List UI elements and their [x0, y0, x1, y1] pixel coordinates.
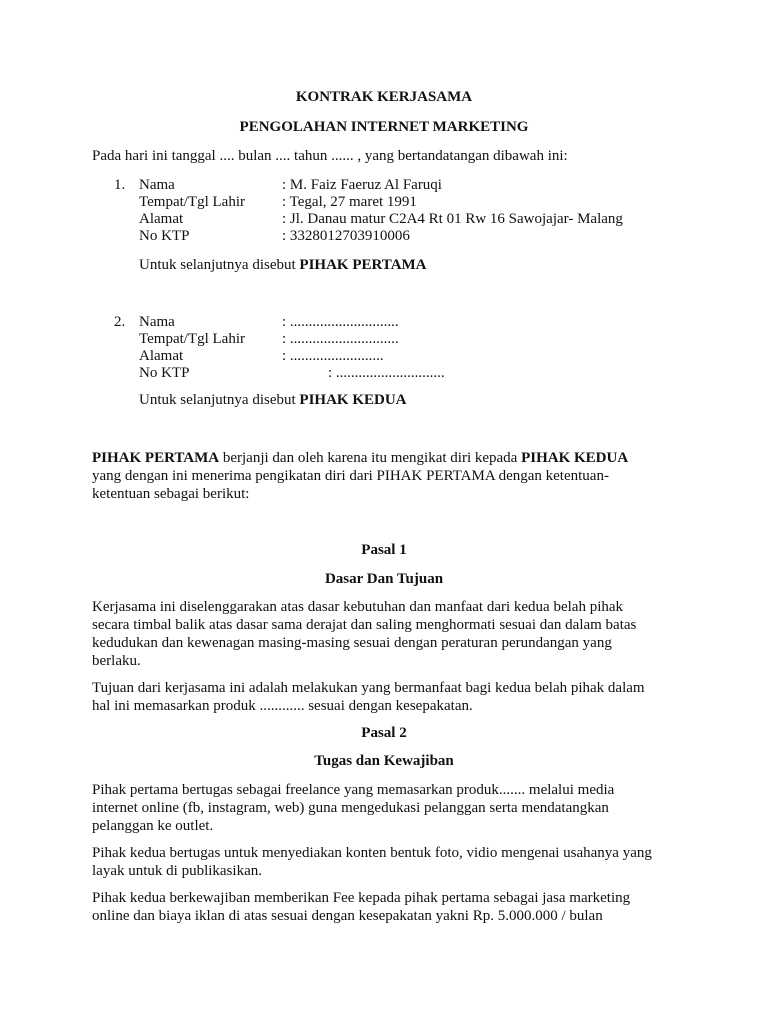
agreement-party1-name: PIHAK PERTAMA — [92, 450, 220, 466]
party2-label-ktp: No KTP — [139, 365, 190, 381]
party2-designation — [139, 391, 407, 409]
party2-label-nama: Nama — [139, 314, 175, 330]
party1-designation-prefix: Untuk selanjutnya disebut — [139, 257, 300, 273]
pasal2-para3-line: Pihak kedua berkewajiban memberikan Fee kepada pihak pertama sebagai jasa marketing — [92, 890, 631, 906]
pasal2-para2-line: Pihak kedua bertugas untuk menyediakan konten bentuk foto, vidio mengenai usahanya yang — [92, 845, 652, 861]
agreement-party2-name: PIHAK KEDUA — [521, 450, 629, 466]
opening-line: Pada hari ini tanggal .... bulan .... tahun ...... , yang bertandatangan dibawah ini: — [92, 148, 568, 164]
party1-label-ttl: Tempat/Tgl Lahir — [139, 194, 245, 210]
document-title: KONTRAK KERJASAMA — [295, 89, 473, 105]
party2-designation-name: PIHAK KEDUA — [299, 392, 407, 408]
pasal2-heading: Pasal 2 — [361, 725, 407, 741]
pasal1-para1-line: berlaku. — [92, 653, 141, 669]
party2-label-ttl: Tempat/Tgl Lahir — [139, 331, 245, 347]
party2-value-nama: : ............................. — [282, 314, 399, 330]
pasal2-para1-line: Pihak pertama bertugas sebagai freelance yang memasarkan produk....... melalui media — [92, 782, 615, 798]
party1-value-nama: : M. Faiz Faeruz Al Faruqi — [282, 177, 442, 193]
party1-number: 1. — [114, 177, 126, 193]
agreement-line-3: ketentuan sebagai berikut: — [92, 486, 250, 502]
party2-number: 2. — [114, 314, 126, 330]
party1-value-ktp: : 3328012703910006 — [282, 228, 410, 244]
pasal2-para1-line: pelanggan ke outlet. — [92, 818, 214, 834]
agreement-line-2: yang dengan ini menerima pengikatan diri dari PIHAK PERTAMA dengan ketentuan- — [92, 468, 609, 484]
document-subtitle: PENGOLAHAN INTERNET MARKETING — [239, 119, 529, 135]
party1-label-ktp: No KTP — [139, 228, 190, 244]
pasal1-title: Dasar Dan Tujuan — [324, 571, 444, 587]
pasal1-para1-line: kedudukan dan kewenagan masing-masing sesuai dengan peraturan perundangan yang — [92, 635, 612, 651]
party2-label-alamat: Alamat — [139, 348, 184, 364]
party1-designation — [139, 256, 427, 274]
pasal1-para1-line: Kerjasama ini diselenggarakan atas dasar kebutuhan dan manfaat dari kedua belah pihak — [92, 599, 624, 615]
party2-value-ttl: : ............................. — [282, 331, 399, 347]
agreement-line-1 — [92, 449, 628, 467]
party1-label-nama: Nama — [139, 177, 175, 193]
pasal1-para1-line: secara timbal balik atas dasar sama derajat dan saling menghormati sesuai dan dalam batas — [92, 617, 637, 633]
party1-label-alamat: Alamat — [139, 211, 184, 227]
pasal1-heading: Pasal 1 — [361, 542, 407, 558]
party2-designation-prefix: Untuk selanjutnya disebut — [139, 392, 300, 408]
party1-designation-name: PIHAK PERTAMA — [299, 257, 427, 273]
pasal2-para1-line: internet online (fb, instagram, web) guna mengedukasi pelanggan serta mendatangkan — [92, 800, 609, 816]
party2-value-ktp: : ............................. — [328, 365, 445, 381]
party1-value-alamat: : Jl. Danau matur C2A4 Rt 01 Rw 16 Sawojajar- Malang — [282, 211, 623, 227]
pasal2-para3-line: online dan biaya iklan di atas sesuai dengan kesepakatan yakni Rp. 5.000.000 / bulan — [92, 908, 603, 924]
party2-value-alamat: : ......................... — [282, 348, 384, 364]
pasal1-para2-line: Tujuan dari kerjasama ini adalah melakukan yang bermanfaat bagi kedua belah pihak dalam — [92, 680, 645, 696]
party1-value-ttl: : Tegal, 27 maret 1991 — [282, 194, 417, 210]
pasal2-para2-line: layak untuk di publikasikan. — [92, 863, 262, 879]
pasal1-para2-line: hal ini memasarkan produk ............ sesuai dengan kesepakatan. — [92, 698, 473, 714]
agreement-text: berjanji dan oleh karena itu mengikat diri kepada — [219, 450, 522, 466]
pasal2-title: Tugas dan Kewajiban — [314, 753, 454, 769]
